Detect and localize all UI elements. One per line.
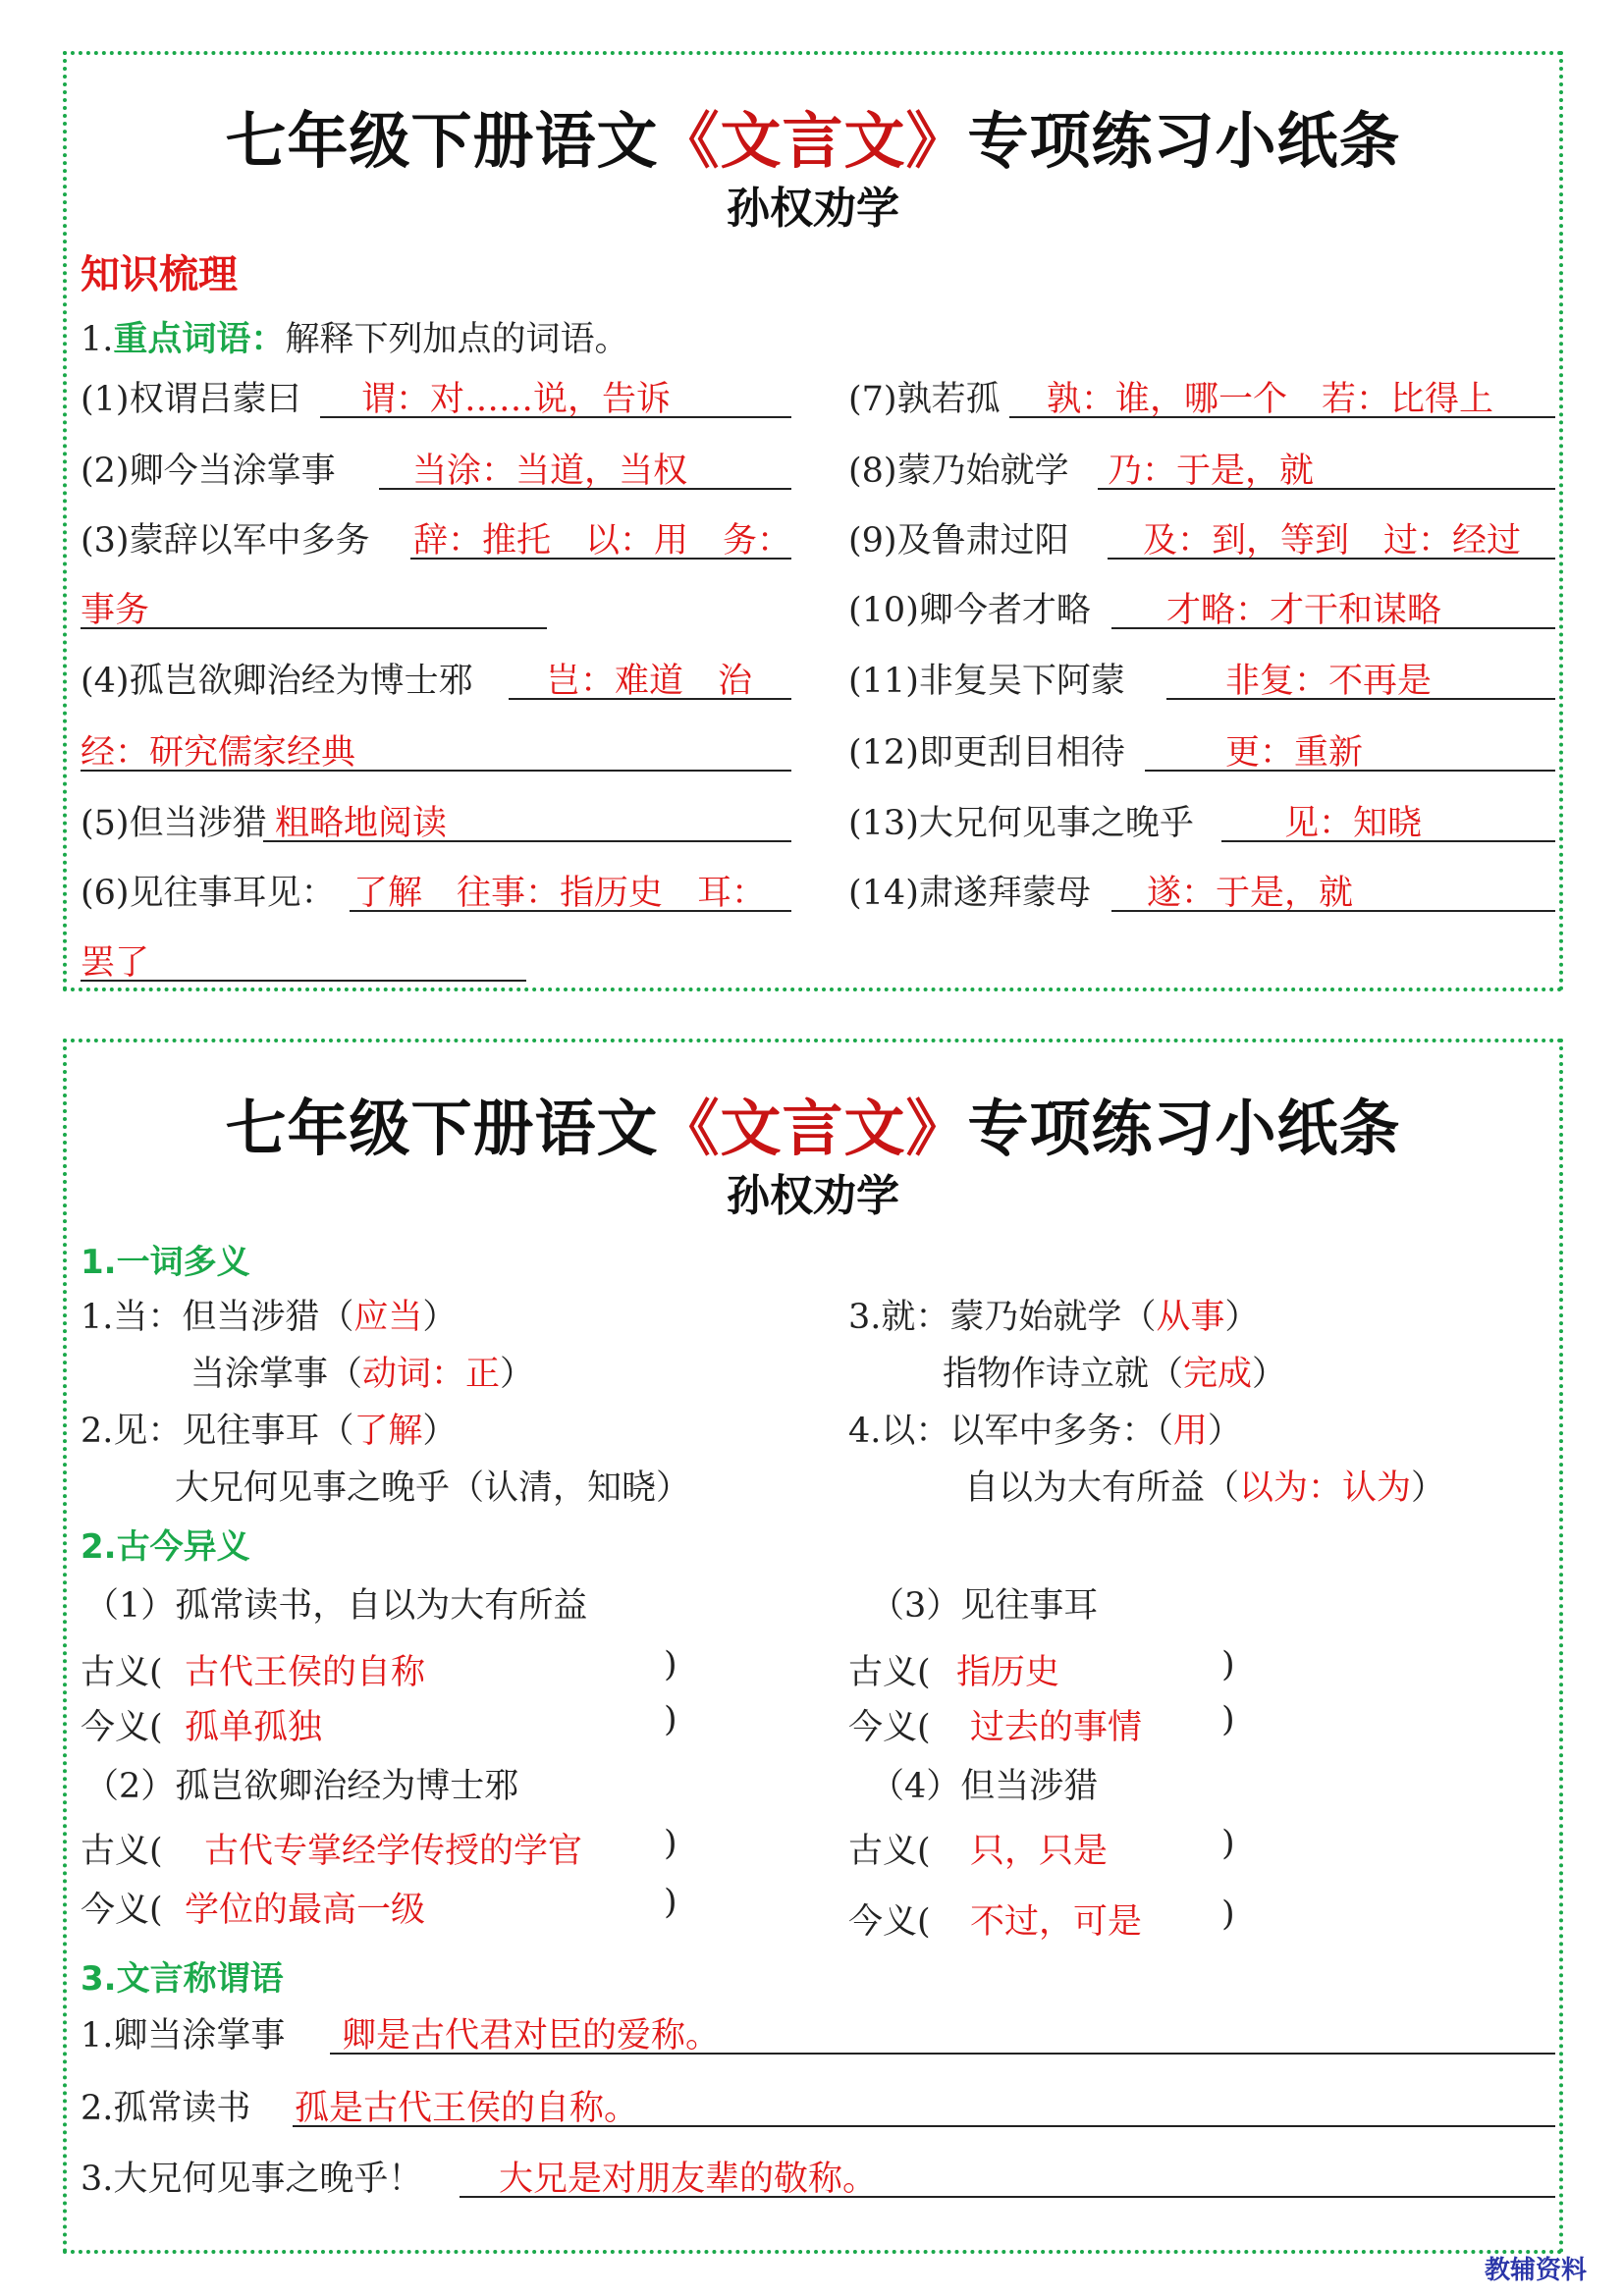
text: 3.就：蒙乃始就学（ [848,1298,1157,1337]
close-paren: ) [1221,1895,1235,1934]
answer-line [410,558,791,560]
answer-line [350,910,791,912]
gujin-3-jin-label: 今义( [848,1708,931,1747]
answer: 动词：正 [362,1355,501,1394]
card-knowledge [63,51,1563,991]
text: ） [1252,1355,1287,1394]
answer-line [460,2196,1555,2198]
card-review [63,1039,1563,2254]
item-11-answer: 非复：不再是 [1225,662,1433,701]
gujin-2-gu: 古代专掌经学传授的学官 [204,1832,583,1871]
text: ） [1224,1298,1260,1337]
item-6-question: (6)见往事耳见： [81,874,336,913]
answer-line [1111,627,1555,629]
item-13-question: (13)大兄何见事之晚乎 [848,804,1194,843]
item-1-question: (1)权谓吕蒙曰 [81,380,301,419]
polysemy-2a [81,1404,457,1453]
answer-line [1145,770,1555,772]
polysemy-4b [964,1461,1445,1510]
item-13-answer: 见：知晓 [1284,804,1423,843]
chengwei-2-question: 2.孤常读书 [81,2089,251,2128]
item-7-answer: 孰：谁，哪一个 若：比得上 [1047,380,1494,419]
chengwei-3-answer: 大兄是对朋友辈的敬称。 [499,2160,878,2199]
answer-line [81,770,791,772]
answer-line [379,488,791,490]
title-post: 专项练习小纸条 [967,1093,1401,1164]
close-paren: ) [664,1700,677,1739]
q-number: 1. [81,320,114,359]
close-paren: ) [664,1824,677,1863]
gujin-3-gu: 指历史 [956,1653,1060,1692]
gujin-2-jin-label: 今义( [81,1891,163,1930]
gujin-1-jin-label: 今义( [81,1708,163,1747]
item-3-answer-cont: 事务 [81,591,150,630]
polysemy-2b: 大兄何见事之晚乎（认清，知晓） [175,1468,691,1508]
item-5-answer: 粗略地阅读 [275,804,448,843]
polysemy-3b [943,1347,1286,1396]
text: ） [1207,1412,1242,1451]
answer-line [81,980,526,982]
answer-line [1009,416,1555,418]
item-3-answer: 辞：推托 以：用 务： [413,521,792,561]
text: 指物作诗立就（ [943,1355,1184,1394]
answer-line [1166,698,1555,700]
gujin-4-head: （4）但当涉猎 [870,1767,1099,1806]
text: ） [1411,1468,1446,1508]
item-9-answer: 及：到，等到 过：经过 [1143,521,1522,561]
q-label: 重点词语 [113,320,251,359]
gujin-2-head: （2）孤岂欲卿治经为博士邪 [84,1767,519,1806]
chengwei-1-question: 1.卿当涂掌事 [81,2016,286,2056]
subtitle: 孙权劝学 [727,1171,899,1221]
q-colon: ： [250,320,286,359]
answer-line [320,416,791,418]
item-7-question: (7)孰若孤 [848,380,1001,419]
answer-line [330,2053,1555,2055]
title-highlight: 《文言文》 [658,105,968,177]
text: 2.见：见往事耳（ [81,1412,354,1451]
chengwei-1-answer: 卿是古代君对臣的爱称。 [342,2016,721,2056]
gujin-4-jin-label: 今义( [848,1902,931,1942]
answer: 应当 [353,1298,423,1337]
item-6-answer: 了解 往事：指历史 耳： [353,874,767,913]
title-highlight: 《文言文》 [658,1093,968,1164]
watermark-logo [1485,2250,1587,2286]
answer-line [1111,910,1555,912]
item-4-answer-cont: 经：研究儒家经典 [81,733,356,773]
answer-line [509,698,791,700]
answer-line [1221,840,1555,842]
answer-line [1098,488,1555,490]
answer-line [81,627,547,629]
text: 自以为大有所益（ [964,1468,1240,1508]
close-paren: ) [664,1883,677,1922]
gujin-2-jin: 学位的最高一级 [185,1891,426,1930]
item-1-answer: 谓：对……说，告诉 [361,380,672,419]
subtitle: 孙权劝学 [727,184,899,234]
item-14-question: (14)肃遂拜蒙母 [848,874,1091,913]
answer-line [1108,558,1555,560]
question-heading [81,312,628,361]
text: ） [422,1298,458,1337]
section-polysemy: 1.一词多义 [81,1243,250,1282]
item-14-answer: 遂：于是，就 [1147,874,1354,913]
answer: 用 [1172,1412,1208,1451]
watermark-text: 教辅资料 [1484,2256,1587,2285]
card-title [67,92,1559,180]
title-pre: 七年级下册语文 [225,105,659,177]
polysemy-4a [848,1404,1242,1453]
chengwei-3-question: 3.大兄何见事之晚乎！ [81,2160,423,2199]
close-paren: ) [1221,1700,1235,1739]
close-paren: ) [1221,1824,1235,1863]
item-10-question: (10)卿今者才略 [848,591,1091,630]
polysemy-3a [848,1290,1259,1339]
item-3-question: (3)蒙辞以军中多务 [81,521,370,561]
q-instruction: 解释下列加点的词语。 [285,320,629,359]
item-4-answer: 岂：难道 治 [546,662,753,701]
answer: 以为：认为 [1239,1468,1412,1508]
title-pre: 七年级下册语文 [225,1093,659,1164]
text: 1.当：但当涉猎（ [81,1298,354,1337]
gujin-1-gu: 古代王侯的自称 [185,1653,426,1692]
card-title [67,1080,1559,1167]
item-11-question: (11)非复吴下阿蒙 [848,662,1125,701]
text: 4.以：以军中多务：（ [848,1412,1173,1451]
gujin-1-head: （1）孤常读书，自以为大有所益 [84,1586,588,1626]
item-12-answer: 更：重新 [1225,733,1364,773]
close-paren: ) [1221,1645,1235,1684]
section-heading: 知识梳理 [81,252,238,297]
item-9-question: (9)及鲁肃过阳 [848,521,1069,561]
answer-line [293,2125,1555,2127]
gujin-4-gu-label: 古义( [848,1832,931,1871]
item-2-question: (2)卿今当涂掌事 [81,452,336,491]
answer: 完成 [1183,1355,1253,1394]
answer: 从事 [1156,1298,1225,1337]
gujin-2-gu-label: 古义( [81,1832,163,1871]
gujin-3-gu-label: 古义( [848,1653,931,1692]
item-4-question: (4)孤岂欲卿治经为博士邪 [81,662,473,701]
item-12-question: (12)即更刮目相待 [848,733,1125,773]
item-8-question: (8)蒙乃始就学 [848,452,1069,491]
answer: 了解 [353,1412,423,1451]
item-10-answer: 才略：才干和谋略 [1166,591,1442,630]
gujin-3-head: （3）见往事耳 [870,1586,1099,1626]
text: ） [422,1412,458,1451]
close-paren: ) [664,1645,677,1684]
section-gujin: 2.古今异义 [81,1527,250,1567]
text: 当涂掌事（ [190,1355,363,1394]
polysemy-1b [190,1347,534,1396]
gujin-3-jin: 过去的事情 [970,1708,1143,1747]
polysemy-1a [81,1290,457,1339]
item-8-answer: 乃：于是，就 [1108,452,1315,491]
item-6-answer-cont: 罢了 [81,943,150,983]
title-post: 专项练习小纸条 [967,105,1401,177]
gujin-1-jin: 孤单孤独 [185,1708,323,1747]
gujin-1-gu-label: 古义( [81,1653,163,1692]
gujin-4-gu: 只，只是 [970,1832,1109,1871]
chengwei-2-answer: 孤是古代王侯的自称。 [295,2089,639,2128]
item-2-answer: 当涂：当道，当权 [412,452,688,491]
text: ） [500,1355,535,1394]
gujin-4-jin: 不过，可是 [970,1902,1143,1942]
item-5-question: (5)但当涉猎 [81,804,267,843]
section-chengwei: 3.文言称谓语 [81,1959,284,1999]
answer-line [263,840,791,842]
